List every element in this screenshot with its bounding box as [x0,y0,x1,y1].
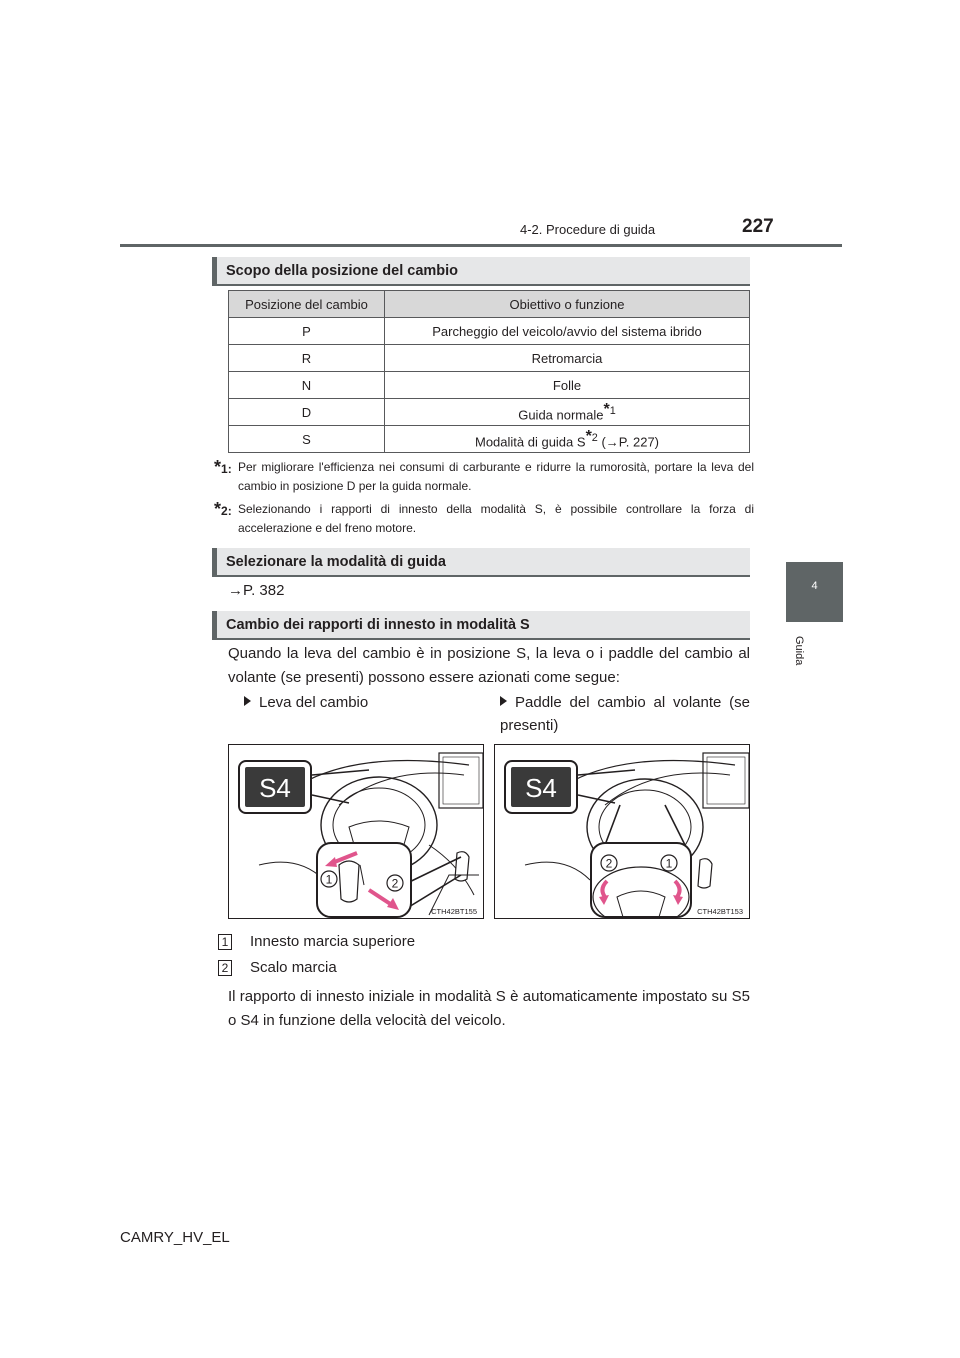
table-cell-position: R [229,345,385,372]
table-cell-function: Folle [385,372,750,399]
footnote-ref: *1 [603,401,616,419]
table-cell-function [385,426,750,453]
section-heading-selezionare: Selezionare la modalità di guida [212,548,750,575]
table-row [229,345,750,372]
callout-2: 2 [391,876,399,891]
figure-paddle-shifter [494,744,750,919]
gear-display-right: S4 [525,773,557,803]
figure-code: CTH42BT155 [431,907,477,916]
chapter-label: Guida [793,636,805,666]
chapter-tab: 4 [786,562,843,622]
table-cell-function: Retromarcia [385,345,750,372]
triangle-bullet-icon [500,696,507,706]
table-header: Obiettivo o funzione [385,291,750,318]
page-reference: →P. 382 [228,582,285,599]
table-cell-position: S [229,426,385,453]
footnote-text: Per migliorare l'efficienza nei consumi di carburante e ridurre la rumorosità, portare la leva del cambio in posizione D per la guida normale. [238,460,754,493]
figure-shift-lever [228,744,484,919]
table-row [229,372,750,399]
function-text: Modalità di guida S [474,434,586,450]
footnote-text: Selezionando i rapporti di innesto della modalità S, è possibile controllare la forza di accelerazione e del freno motore. [238,502,754,535]
page-ref: (→P. 227) [597,434,660,450]
header-rule [120,244,842,247]
legend-item-upshift [218,933,415,950]
table-row [229,318,750,345]
table-cell-position: P [229,318,385,345]
footnote-mark: *1: [214,457,232,477]
table-row [229,399,750,426]
page-number: 227 [742,216,774,237]
gear-display-left: S4 [259,773,291,803]
section-heading-scopo: Scopo della posizione del cambio [212,257,750,284]
paddle-shifter-illustration [495,745,750,919]
footer-code: CAMRY_HV_EL [120,1229,230,1246]
callout-1: 1 [325,872,333,887]
table-header: Posizione del cambio [229,291,385,318]
table-cell-function: Parcheggio del veicolo/avvio del sistema ibrido [385,318,750,345]
callout-1: 1 [665,856,673,871]
section-title: 4-2. Procedure di guida [520,222,656,237]
section-heading-cambio-rapporti: Cambio dei rapporti di innesto in modalità S [212,611,750,638]
function-text: Guida normale [518,407,604,423]
legend-text: Innesto marcia superiore [250,933,416,950]
footnote-2 [214,500,754,538]
legend-number: 2 [218,960,232,976]
footnote-1 [214,458,754,496]
subhead-paddle: Paddle del cambio al volante (se presenti) [500,694,750,734]
table-header-row [229,291,750,318]
intro-paragraph: Quando la leva del cambio è in posizione S, la leva o i paddle del cambio al volante (se presenti) possono essere azionati come segue: [228,645,750,686]
figure-code: CTH42BT153 [697,907,743,916]
footnote-mark: *2: [214,499,232,519]
table-cell-function [385,399,750,426]
shift-lever-illustration [229,745,484,919]
table-cell-position: N [229,372,385,399]
shift-position-table [228,290,750,453]
legend-number: 1 [218,934,232,950]
legend-item-downshift [218,959,337,976]
table-row [229,426,750,453]
note-paragraph: Il rapporto di innesto iniziale in modalità S è automaticamente impostato su S5 o S4 in funzione della velocità del veicolo. [228,988,750,1029]
footnote-ref: *2 [585,428,598,446]
table-cell-position: D [229,399,385,426]
triangle-bullet-icon [244,696,251,706]
callout-2: 2 [605,856,613,871]
legend-text: Scalo marcia [250,959,337,976]
subhead-leva: Leva del cambio [244,691,474,714]
